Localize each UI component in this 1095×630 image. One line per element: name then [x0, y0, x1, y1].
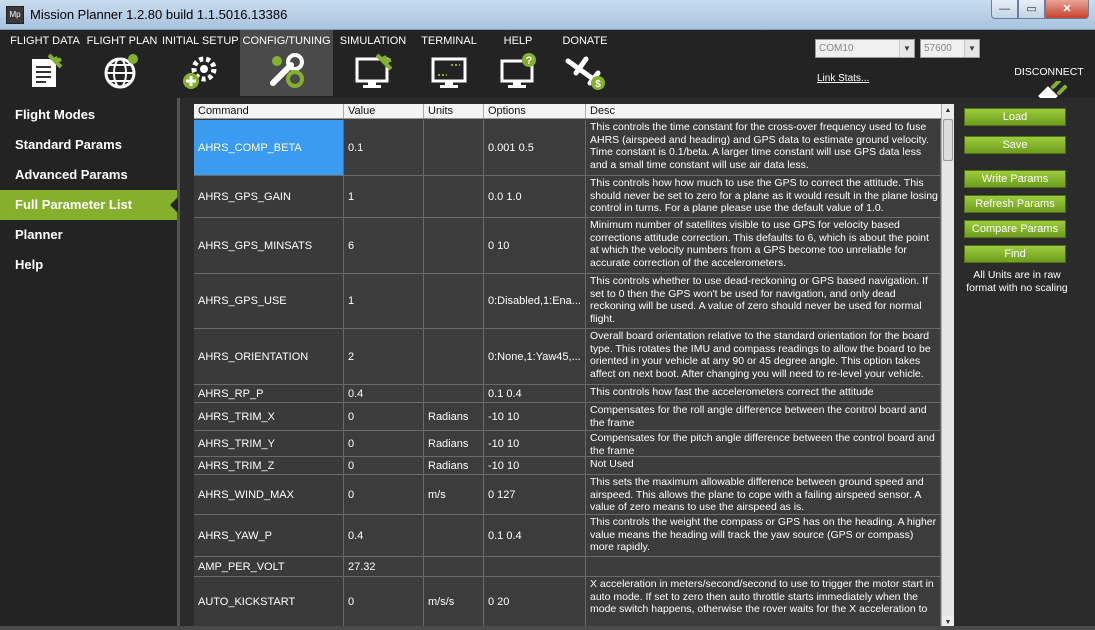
nav-flight-plan[interactable] — [84, 30, 160, 96]
units-cell — [424, 385, 484, 402]
value-cell[interactable]: 0.1 — [344, 120, 424, 175]
nav-simulation[interactable] — [336, 30, 410, 96]
column-header-options[interactable]: Options — [484, 104, 586, 118]
nav-initial-setup[interactable] — [162, 30, 238, 96]
flight-plan-icon — [102, 51, 142, 91]
desc-cell: Overall board orientation relative to the standard orientation for the board type. This rotates the IMU and compass readings to allow the board to be oriented in your vehicle at any 90 or 45 degree angle. This option takes affect on next boot. After changing you will need to re-level your vehicle. — [586, 329, 941, 384]
simulation-icon — [351, 51, 395, 91]
options-cell: 0.1 0.4 — [484, 515, 586, 556]
grid-header — [194, 104, 941, 119]
units-cell — [424, 120, 484, 175]
nav-config-tuning[interactable] — [240, 30, 333, 96]
options-cell: 0 127 — [484, 475, 586, 514]
command-cell: AMP_PER_VOLT — [194, 557, 344, 576]
table-row[interactable] — [194, 403, 941, 431]
table-row[interactable] — [194, 385, 941, 403]
command-cell: AHRS_COMP_BETA — [194, 120, 344, 175]
units-cell — [424, 218, 484, 273]
command-cell: AHRS_GPS_GAIN — [194, 176, 344, 217]
app-icon: Mp — [6, 6, 24, 24]
command-cell: AHRS_YAW_P — [194, 515, 344, 556]
main-toolbar — [0, 30, 1095, 98]
command-cell: AHRS_RP_P — [194, 385, 344, 402]
baud-rate-select[interactable] — [920, 39, 980, 58]
table-row[interactable] — [194, 457, 941, 475]
options-cell: -10 10 — [484, 457, 586, 474]
scroll-up-icon[interactable]: ▲ — [942, 104, 954, 118]
desc-cell — [586, 557, 941, 576]
baud-rate-value: 57600 — [924, 43, 952, 54]
nav-terminal[interactable] — [413, 30, 485, 96]
nav-help[interactable] — [487, 30, 549, 96]
options-cell: -10 10 — [484, 403, 586, 430]
command-cell: AHRS_TRIM_Z — [194, 457, 344, 474]
options-cell: 0.1 0.4 — [484, 385, 586, 402]
value-cell[interactable]: 2 — [344, 329, 424, 384]
svg-text:$: $ — [595, 79, 601, 90]
value-cell[interactable]: 6 — [344, 218, 424, 273]
desc-cell: Compensates for the roll angle difference between the control board and the frame — [586, 403, 941, 430]
nav-donate-label: DONATE — [562, 35, 608, 47]
nav-config-tuning-label: CONFIG/TUNING — [242, 35, 331, 47]
command-cell: AUTO_KICKSTART — [194, 577, 344, 626]
window-controls — [991, 0, 1089, 20]
chevron-down-icon: ▼ — [964, 40, 979, 57]
com-port-select[interactable] — [815, 39, 915, 58]
chevron-down-icon: ▼ — [899, 40, 914, 57]
table-row[interactable] — [194, 329, 941, 385]
sidebar-item-planner[interactable]: Planner — [15, 227, 63, 242]
nav-donate[interactable] — [552, 30, 618, 96]
command-cell: AHRS_WIND_MAX — [194, 475, 344, 514]
window-title: Mission Planner 1.2.80 build 1.1.5016.13386 — [30, 7, 288, 22]
value-cell[interactable]: 0 — [344, 577, 424, 626]
value-cell[interactable]: 0 — [344, 475, 424, 514]
disconnect-label: DISCONNECT — [1014, 66, 1084, 78]
options-cell: 0.0 1.0 — [484, 176, 586, 217]
desc-cell: This controls how fast the accelerometers correct the attitude — [586, 385, 941, 402]
value-cell[interactable]: 27.32 — [344, 557, 424, 576]
options-cell — [484, 557, 586, 576]
flight-data-icon — [25, 51, 65, 91]
table-row[interactable] — [194, 274, 941, 329]
nav-flight-data-label: FLIGHT DATA — [10, 35, 80, 47]
table-row[interactable] — [194, 176, 941, 218]
link-stats-link[interactable]: Link Stats... — [817, 73, 870, 84]
command-cell: AHRS_GPS_USE — [194, 274, 344, 328]
command-cell: AHRS_TRIM_X — [194, 403, 344, 430]
config-sidebar — [0, 98, 180, 630]
options-cell: 0:Disabled,1:Ena... — [484, 274, 586, 328]
options-cell: 0.001 0.5 — [484, 120, 586, 175]
options-cell: 0 10 — [484, 218, 586, 273]
options-cell: 0:None,1:Yaw45,... — [484, 329, 586, 384]
value-cell[interactable]: 1 — [344, 176, 424, 217]
load-button[interactable]: Load — [964, 108, 1066, 126]
column-header-desc[interactable]: Desc — [590, 105, 616, 117]
table-row[interactable] — [194, 577, 941, 627]
nav-flight-data[interactable] — [8, 30, 82, 96]
desc-cell: X acceleration in meters/second/second to use to trigger the motor start in auto mode. If set to zero then auto throttle starts immediately when the mode switch happens, otherwise the rover waits for the X acceleration to — [586, 577, 941, 626]
value-cell[interactable]: 0 — [344, 431, 424, 456]
desc-cell: This sets the maximum allowable difference between ground speed and airspeed. This allows the plane to cope with a failing airspeed sensor. A value of zero means to use the airspeed as is. — [586, 475, 941, 514]
command-cell: AHRS_TRIM_Y — [194, 431, 344, 456]
units-cell — [424, 515, 484, 556]
desc-cell: This controls how how much to use the GPS to correct the attitude. This should never be set to zero for a plane as it would result in the plane losing control in turns. For a plane please use the default value of 1.0. — [586, 176, 941, 217]
save-button[interactable]: Save — [964, 136, 1066, 154]
window-titlebar — [0, 0, 1095, 30]
table-row[interactable] — [194, 120, 941, 176]
find-button[interactable]: Find — [964, 245, 1066, 263]
sidebar-item-full-parameter-list[interactable]: Full Parameter List — [0, 190, 177, 220]
command-cell: AHRS_ORIENTATION — [194, 329, 344, 384]
units-cell: Radians — [424, 431, 484, 456]
nav-flight-plan-label: FLIGHT PLAN — [86, 35, 158, 47]
table-row[interactable] — [194, 557, 941, 577]
column-header-units[interactable]: Units — [424, 104, 484, 118]
desc-cell: Minimum number of satellites visible to use GPS for velocity based corrections attitude correction. This defaults to 6, which is about the point at which the velocity numbers from a GPS become too unreliable for accurate correction of the accelerometers. — [586, 218, 941, 273]
units-cell — [424, 176, 484, 217]
value-cell[interactable]: 0 — [344, 403, 424, 430]
desc-cell: This controls the time constant for the cross-over frequency used to fuse AHRS (airspeed and heading) and GPS data to estimate ground velocity. Time constant is 0.1/beta. A larger time constant will use GPS data less and a small time constant will use air data less. — [586, 120, 941, 175]
sidebar-item-flight-modes[interactable]: Flight Modes — [15, 107, 96, 122]
value-cell[interactable]: 0 — [344, 457, 424, 474]
refresh-params-button[interactable]: Refresh Params — [964, 195, 1066, 213]
scroll-down-icon[interactable]: ▼ — [942, 616, 954, 630]
units-cell — [424, 557, 484, 576]
terminal-icon — [427, 51, 471, 91]
donate-icon — [562, 51, 608, 91]
config-tuning-icon — [265, 51, 309, 91]
parameter-grid — [194, 104, 941, 630]
scrollbar-thumb[interactable] — [943, 119, 953, 161]
com-port-value: COM10 — [819, 43, 854, 54]
units-note: All Units are in raw format with no scaling — [966, 269, 1068, 294]
table-row[interactable] — [194, 431, 941, 457]
param-actions-panel — [956, 98, 1095, 630]
write-params-button[interactable]: Write Params — [964, 170, 1066, 188]
units-cell: Radians — [424, 403, 484, 430]
value-cell[interactable]: 0.4 — [344, 515, 424, 556]
desc-cell: This controls whether to use dead-reckoning or GPS based navigation. If set to 0 then the GPS won't be used for navigation, and only dead reckoning will be used. A value of zero should never be used for normal flight. — [586, 274, 941, 328]
compare-params-button[interactable]: Compare Params — [964, 220, 1066, 238]
minimize-button[interactable]: — — [991, 0, 1018, 19]
svg-text:?: ? — [525, 55, 533, 67]
desc-cell: Not Used — [586, 457, 941, 474]
options-cell: 0 20 — [484, 577, 586, 626]
value-cell[interactable]: 0.4 — [344, 385, 424, 402]
maximize-button[interactable]: ▭ — [1018, 0, 1045, 19]
desc-cell: This controls the weight the compass or GPS has on the heading. A higher value means the heading will track the yaw source (GPS or compass) more rapidly. — [586, 515, 941, 556]
sidebar-item-help[interactable]: Help — [15, 257, 44, 272]
units-cell: Radians — [424, 457, 484, 474]
nav-terminal-label: TERMINAL — [421, 35, 477, 47]
units-cell — [424, 274, 484, 328]
desc-cell: Compensates for the pitch angle difference between the control board and the frame — [586, 431, 941, 456]
value-cell[interactable]: 1 — [344, 274, 424, 328]
table-row[interactable] — [194, 475, 941, 515]
close-button[interactable]: ✕ — [1045, 0, 1089, 19]
sidebar-item-standard-params[interactable]: Standard Params — [15, 137, 122, 152]
window-bottom-border — [0, 626, 1095, 630]
units-cell — [424, 329, 484, 384]
help-icon — [496, 51, 540, 91]
grid-scrollbar[interactable] — [941, 104, 954, 630]
nav-help-label: HELP — [503, 35, 533, 47]
nav-simulation-label: SIMULATION — [339, 35, 407, 47]
sidebar-item-advanced-params[interactable]: Advanced Params — [15, 167, 128, 182]
nav-initial-setup-label: INITIAL SETUP — [162, 35, 239, 47]
table-row[interactable] — [194, 218, 941, 274]
initial-setup-icon — [180, 51, 220, 91]
table-row[interactable] — [194, 515, 941, 557]
units-cell: m/s/s — [424, 577, 484, 626]
column-header-command[interactable]: Command — [194, 104, 344, 118]
units-cell: m/s — [424, 475, 484, 514]
command-cell: AHRS_GPS_MINSATS — [194, 218, 344, 273]
options-cell: -10 10 — [484, 431, 586, 456]
column-header-value[interactable]: Value — [344, 104, 424, 118]
